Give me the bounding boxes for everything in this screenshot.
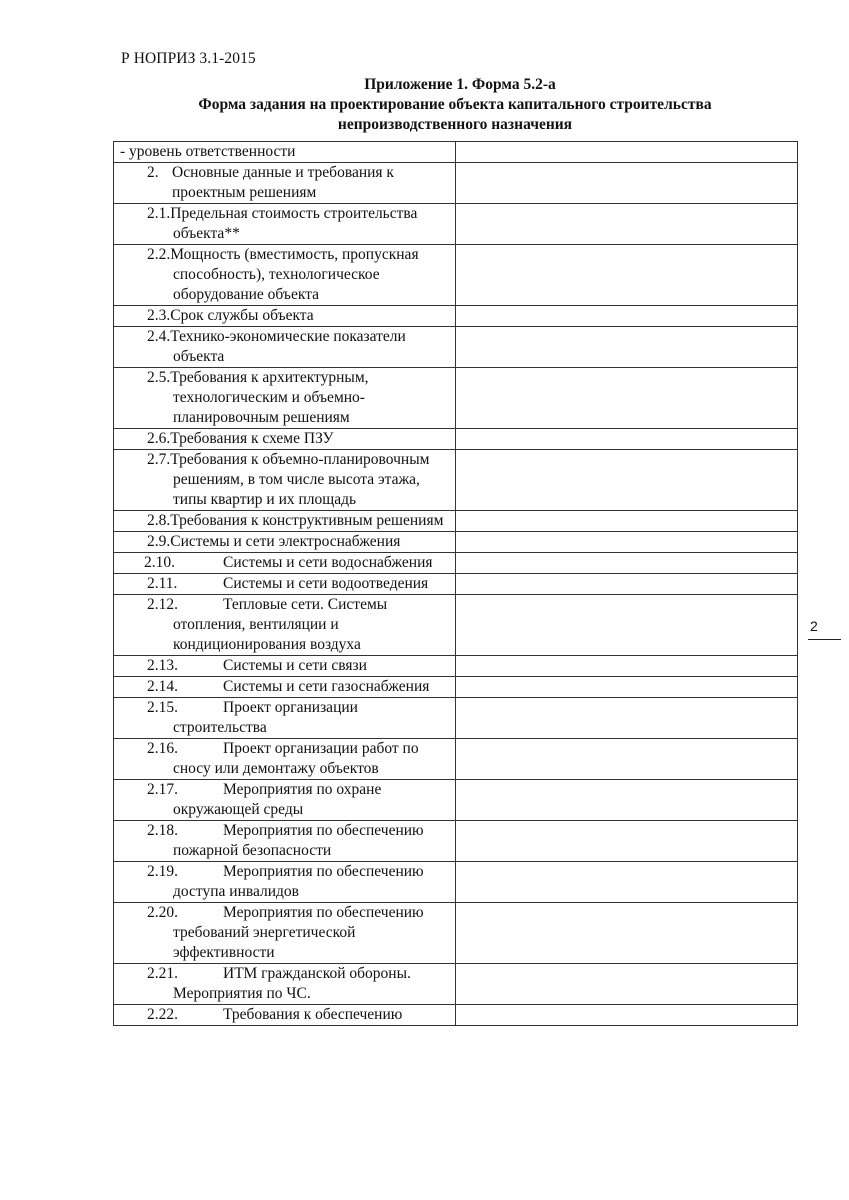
value-cell[interactable]	[456, 429, 798, 450]
requirement-cell	[114, 368, 456, 429]
item-number: 2.3.	[147, 307, 171, 324]
value-cell[interactable]	[456, 780, 798, 821]
item-number: 2.14.	[147, 678, 178, 695]
value-cell[interactable]	[456, 368, 798, 429]
table-row	[114, 553, 798, 574]
item-text: Системы и сети водоснабжения	[223, 554, 433, 571]
item-text: Тепловые сети. Системы отопления, вентиляции и кондиционирования воздуха	[173, 596, 388, 653]
requirement-cell	[114, 163, 456, 204]
appendix-title: Приложение 1. Форма 5.2-а	[364, 76, 556, 93]
item-number: 2.1.	[147, 205, 171, 222]
item-number: 2.16.	[147, 740, 178, 757]
item-text: Системы и сети связи	[223, 657, 367, 674]
table-row	[114, 245, 798, 306]
requirement-cell	[114, 429, 456, 450]
item-text: - уровень ответственности	[120, 143, 296, 160]
item-text: Системы и сети электроснабжения	[170, 533, 401, 550]
value-cell[interactable]	[456, 903, 798, 964]
item-number: 2.11.	[147, 575, 178, 592]
item-number: 2.2.	[147, 246, 171, 263]
table-row	[114, 532, 798, 553]
value-cell[interactable]	[456, 739, 798, 780]
item-text: ИТМ гражданской обороны. Мероприятия по ЧС.	[173, 965, 411, 1002]
item-number: 2.18.	[147, 822, 178, 839]
requirement-label	[114, 450, 455, 510]
requirement-cell	[114, 656, 456, 677]
requirement-cell	[114, 595, 456, 656]
value-cell[interactable]	[456, 163, 798, 204]
requirement-label	[114, 739, 455, 779]
table-row	[114, 306, 798, 327]
item-number: 2.5.	[147, 369, 171, 386]
value-cell[interactable]	[456, 142, 798, 163]
requirement-label	[114, 532, 455, 552]
value-cell[interactable]	[456, 862, 798, 903]
item-text: Мероприятия по обеспечению требований энергетической эффективности	[173, 904, 424, 961]
table-row	[114, 656, 798, 677]
item-number: 2.10.	[144, 554, 175, 571]
value-cell[interactable]	[456, 306, 798, 327]
item-number: 2.13.	[147, 657, 178, 674]
requirement-cell	[114, 204, 456, 245]
table-row	[114, 142, 798, 163]
requirement-label	[114, 574, 455, 594]
item-number: 2.6.	[147, 430, 171, 447]
item-number: 2.19.	[147, 863, 178, 880]
item-text: Срок службы объекта	[170, 307, 314, 324]
requirement-label	[114, 862, 455, 902]
table-row	[114, 163, 798, 204]
value-cell[interactable]	[456, 553, 798, 574]
item-text: Системы и сети газоснабжения	[223, 678, 430, 695]
item-text: Требования к объемно-планировочным решениям, в том числе высота этажа, типы квартир и их площадь	[170, 451, 430, 508]
value-cell[interactable]	[456, 532, 798, 553]
item-text: Требования к обеспечению	[223, 1006, 403, 1023]
item-number: 2.7.	[147, 451, 171, 468]
value-cell[interactable]	[456, 1005, 798, 1026]
requirements-table	[113, 141, 798, 1026]
value-cell[interactable]	[456, 245, 798, 306]
table-row	[114, 429, 798, 450]
requirement-cell	[114, 306, 456, 327]
requirement-label	[114, 821, 455, 861]
requirement-cell	[114, 862, 456, 903]
value-cell[interactable]	[456, 574, 798, 595]
requirement-label	[114, 429, 455, 449]
requirement-cell	[114, 532, 456, 553]
requirement-cell	[114, 821, 456, 862]
table-row	[114, 903, 798, 964]
item-number: 2.4.	[147, 328, 171, 345]
item-number: 2.17.	[147, 781, 178, 798]
requirement-cell	[114, 245, 456, 306]
table-row	[114, 368, 798, 429]
item-text: Мероприятия по обеспечению пожарной безопасности	[173, 822, 424, 859]
form-title-block	[113, 75, 797, 135]
requirement-cell	[114, 903, 456, 964]
requirement-label	[114, 595, 455, 655]
requirement-label	[114, 656, 455, 676]
requirement-cell	[114, 142, 456, 163]
item-text: Основные данные и требования к проектным решениям	[172, 164, 394, 201]
requirement-label	[114, 1005, 455, 1025]
value-cell[interactable]	[456, 698, 798, 739]
requirement-label	[114, 698, 455, 738]
page-number-rule	[808, 639, 841, 640]
requirement-label	[114, 163, 455, 203]
value-cell[interactable]	[456, 511, 798, 532]
item-number: 2.20.	[147, 904, 178, 921]
requirement-label	[114, 677, 455, 697]
table-row	[114, 595, 798, 656]
item-number: 2.12.	[147, 596, 178, 613]
requirement-cell	[114, 574, 456, 595]
value-cell[interactable]	[456, 327, 798, 368]
item-number: 2.8.	[147, 512, 171, 529]
item-text: Мощность (вместимость, пропускная способность), технологическое оборудование объекта	[170, 246, 419, 303]
table-row	[114, 698, 798, 739]
requirement-cell	[114, 698, 456, 739]
page-number: 2	[810, 618, 818, 634]
table-row	[114, 862, 798, 903]
requirement-label	[114, 368, 455, 428]
item-text: Проект организации работ по сносу или демонтажу объектов	[173, 740, 419, 777]
item-number: 2.9.	[147, 533, 171, 550]
table-row	[114, 739, 798, 780]
requirement-cell	[114, 553, 456, 574]
requirement-label	[114, 306, 455, 326]
value-cell[interactable]	[456, 595, 798, 656]
value-cell[interactable]	[456, 656, 798, 677]
value-cell[interactable]	[456, 450, 798, 511]
value-cell[interactable]	[456, 204, 798, 245]
requirement-label	[114, 511, 455, 531]
item-text: Проект организации строительства	[173, 699, 358, 736]
requirement-label	[114, 327, 455, 367]
requirements-table-body	[114, 142, 798, 1026]
item-number: 2.21.	[147, 965, 178, 982]
form-title: Форма задания на проектирование объекта капитального строительства	[198, 96, 712, 113]
item-text: Требования к конструктивным решениям	[170, 512, 444, 529]
item-number: 2.	[147, 164, 159, 181]
table-row	[114, 450, 798, 511]
requirement-cell	[114, 1005, 456, 1026]
requirement-label	[114, 903, 455, 963]
table-row	[114, 1005, 798, 1026]
value-cell[interactable]	[456, 677, 798, 698]
table-row	[114, 327, 798, 368]
document-code: Р НОПРИЗ 3.1-2015	[121, 50, 256, 67]
table-row	[114, 821, 798, 862]
requirement-cell	[114, 450, 456, 511]
requirement-label	[114, 553, 455, 573]
item-text: Требования к схеме ПЗУ	[170, 430, 334, 447]
value-cell[interactable]	[456, 964, 798, 1005]
form-subtitle: непроизводственного назначения	[337, 116, 573, 133]
item-text: Требования к архитектурным, технологическим и объемно-планировочным решениям	[170, 369, 369, 426]
item-number: 2.22.	[147, 1006, 178, 1023]
item-text: Мероприятия по обеспечению доступа инвалидов	[173, 863, 424, 900]
requirement-cell	[114, 739, 456, 780]
requirement-label	[114, 245, 455, 305]
table-row	[114, 677, 798, 698]
requirement-cell	[114, 677, 456, 698]
requirement-label	[114, 142, 455, 162]
table-row	[114, 964, 798, 1005]
item-text: Системы и сети водоотведения	[223, 575, 429, 592]
table-row	[114, 204, 798, 245]
item-number: 2.15.	[147, 699, 178, 716]
requirement-label	[114, 780, 455, 820]
item-text: Предельная стоимость строительства объекта**	[170, 205, 418, 242]
item-text: Технико-экономические показатели объекта	[170, 328, 406, 365]
table-row	[114, 574, 798, 595]
requirement-cell	[114, 780, 456, 821]
item-text: Мероприятия по охране окружающей среды	[173, 781, 382, 818]
requirement-label	[114, 204, 455, 244]
value-cell[interactable]	[456, 821, 798, 862]
table-row	[114, 780, 798, 821]
requirement-label	[114, 964, 455, 1004]
table-row	[114, 511, 798, 532]
requirement-cell	[114, 327, 456, 368]
requirement-cell	[114, 964, 456, 1005]
requirement-cell	[114, 511, 456, 532]
